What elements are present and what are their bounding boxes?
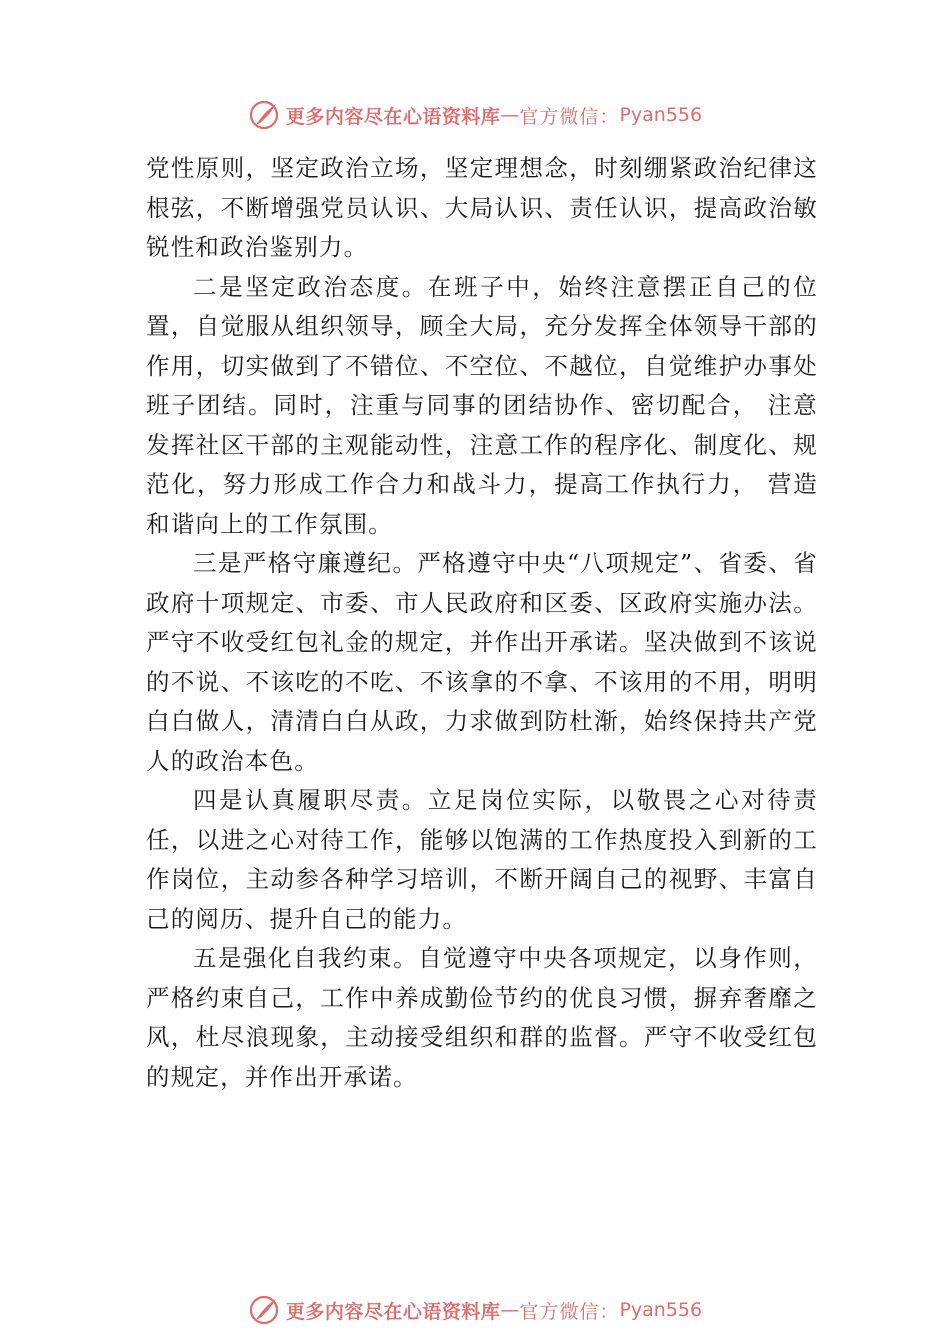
quill-logo-icon — [248, 1293, 282, 1327]
header-watermark — [0, 95, 950, 135]
quill-logo-icon — [248, 98, 282, 132]
watermark-id: Pyan556 — [619, 1299, 703, 1321]
watermark-label: 官方微信： — [519, 105, 620, 128]
paragraph: 三是严格守廉遵纪。严格遵守中央“八项规定”、省委、省政府十项规定、市委、市人民政府和区委、区政府实施办法。严守不收受红包礼金的规定，并作出开承诺。坚决做到不该说的不说、不该吃的不吃、不该拿的不拿、不该用的不用，明明白白做人，清清白白从政，力求做到防杜渐，始终保持共产党人的政治本色。 — [146, 549, 818, 775]
document-body — [146, 149, 818, 1097]
paragraph: 五是强化自我约束。自觉遵守中央各项规定，以身作则，严格约束自己，工作中养成勤俭节约的优良习惯，摒弃奢靡之风，杜尽浪现象，主动接受组织和群的监督。严守不收受红包的规定，并作出开承诺。 — [146, 944, 818, 1091]
watermark-text: 更多内容尽在心语资料库 — [285, 105, 501, 128]
paragraph: 二是坚定政治态度。在班子中，始终注意摆正自己的位置，自觉服从组织领导，顾全大局，充分发挥全体领导干部的作用，切实做到了不错位、不空位、不越位，自觉维护办事处班子团结。同时，注重与同事的团结协作、密切配合， 注意发挥社区干部的主观能动性，注意工作的程序化、制度化、规范化，努力形成工作合力和战斗力，提高工作执行力， 营造和谐向上的工作氛围。 — [146, 272, 818, 538]
watermark-separator: — — [500, 104, 520, 126]
watermark-label: 官方微信： — [519, 1300, 620, 1323]
paragraph: 党性原则，坚定政治立场，坚定理想念，时刻绷紧政治纪律这根弦，不断增强党员认识、大局认识、责任认识，提高政治敏锐性和政治鉴别力。 — [146, 154, 818, 261]
paragraph: 四是认真履职尽责。立足岗位实际，以敬畏之心对待责任，以进之心对待工作，能够以饱满的工作热度投入到新的工作岗位，主动参各种学习培训，不断开阔自己的视野、丰富自己的阅历、提升自己的能力。 — [146, 786, 818, 933]
watermark-separator: — — [500, 1299, 520, 1321]
footer-watermark — [0, 1290, 950, 1330]
watermark-text: 更多内容尽在心语资料库 — [285, 1300, 501, 1323]
watermark-id: Pyan556 — [619, 104, 703, 126]
